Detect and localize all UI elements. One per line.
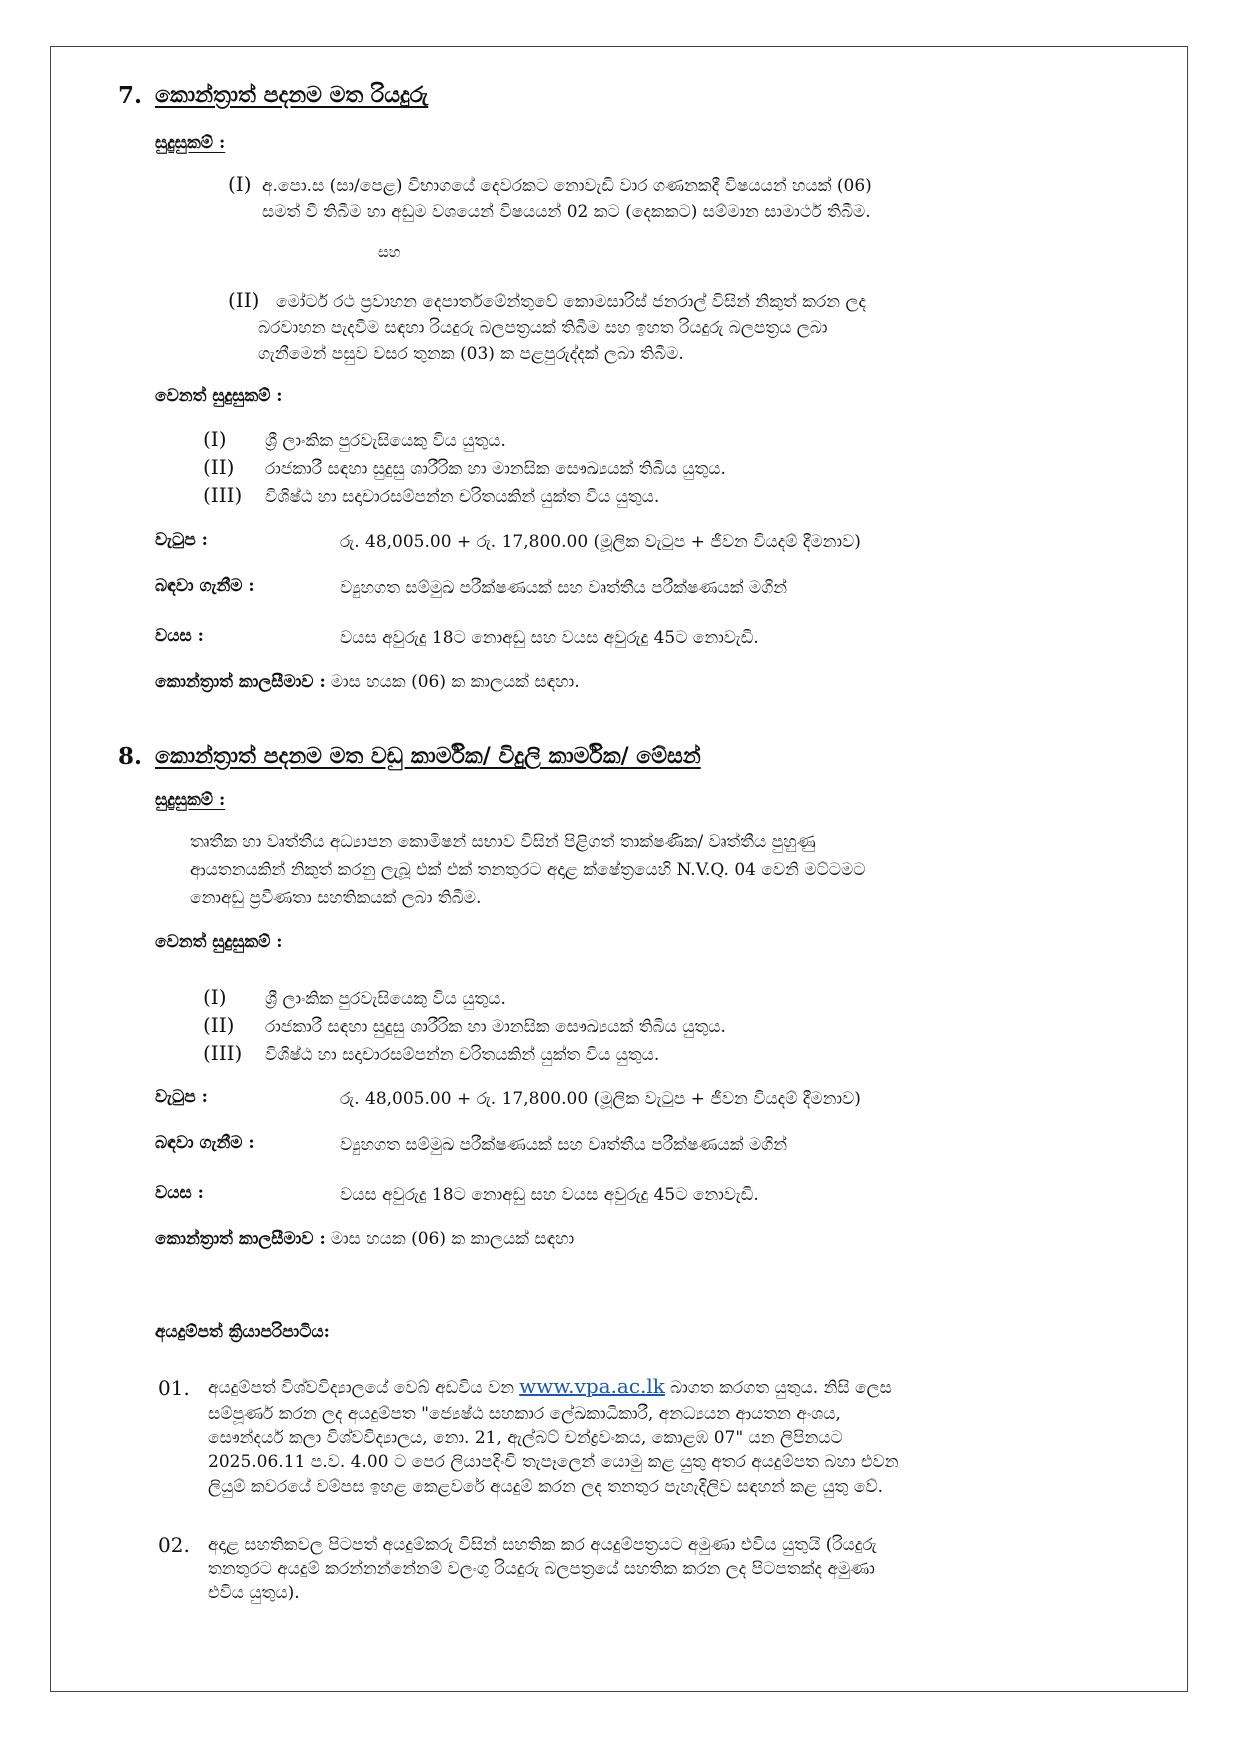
section-8-recruit-label: බඳවා ගැනීම : <box>155 1133 255 1153</box>
section-7-other-label: වෙනත් සුදුසුකම් : <box>155 386 283 406</box>
section-8-qual-line-2: ආයතනයකින් නිකුත් කරනු ලැබූ එක් එක් තනතුරට අදාළ ක්ෂේත්‍රයෙහි N.V.Q. 04 වෙනි මට්ටමට <box>190 860 866 880</box>
section-8-salary-value: රු. 48,005.00 + රු. 17,800.00 (මූලික වැටුප + ජීවන වියදම් දීමනාව) <box>340 1089 861 1109</box>
section-7-conjunction: සහ <box>378 243 401 261</box>
section-8-other-1-text: ශ්‍රී ලාංකික පුරවැසියෙකු විය යුතුය. <box>265 989 506 1009</box>
section-7-period-label: කොන්ත්‍රාත් කාලසීමාව : <box>155 672 326 692</box>
section-8-salary-label: වැටුප : <box>155 1087 208 1107</box>
section-7-qual-1-line-1: අ.පො.ස (සා/පෙළ) විභාගයේ දෙවරකට නොවැඩි වාර ගණනකදී විෂයයන් හයක් (06) <box>262 176 872 196</box>
application-item-1-after-link: බාගත කරගත යුතුය. නිසි ලෙස <box>670 1378 892 1398</box>
section-8-period-value: මාස හයක (06) ක කාලයක් සඳහා <box>330 1229 575 1249</box>
application-item-2-number: 02. <box>158 1533 190 1557</box>
section-8-recruit-value: ව්‍යුහගත සම්මුඛ පරීක්ෂණයක් සහ වෘත්තීය පරීක්ෂණයක් මගින් <box>340 1135 788 1155</box>
application-item-1-line-2: සම්පූර්ණ කරන ලද අයදුම්පත "ජ්‍යෙෂ්ඨ සහකාර ලේඛකාධිකාරී, අනධ්‍යයන ආයතන අංශය, <box>208 1404 841 1424</box>
section-8-other-2-text: රාජකාරී සඳහා සුදුසු ශාරීරික හා මානසික සෞඛ්‍යයක් තිබිය යුතුය. <box>265 1017 726 1037</box>
section-7-other-1-roman: (I) <box>203 427 227 451</box>
section-7-other-2-text: රාජකාරී සඳහා සුදුසු ශාරීරික හා මානසික සෞඛ්‍යයක් තිබිය යුතුය. <box>265 459 726 479</box>
application-item-2-line-1: අදාළ සහතිකවල පිටපත් අයදුම්කරු විසින් සහතික කර අයදුම්පත්‍රයට අමුණා එවිය යුතුයි (රියදුරු <box>208 1535 877 1555</box>
section-7-qual-2-line-2: බරවාහන පැදවීම සඳහා රියදුරු බලපත්‍රයක් තිබීම සහ ඉහත රියදුරු බලපත්‍රය ලබා <box>258 318 828 338</box>
section-7-period-value: මාස හයක (06) ක කාලයක් සඳහා. <box>330 672 580 692</box>
section-7-age-value: වයස අවුරුදු 18ට නොඅඩු සහ වයස අවුරුදු 45ට නොවැඩි. <box>340 628 759 648</box>
section-8-qual-line-3: නොඅඩු ප්‍රවීණතා සහතිකයක් ලබා තිබීම. <box>190 888 482 908</box>
section-7-other-3-text: විශිෂ්ඨ හා සදාචාරසම්පන්න චරිතයකින් යුක්ත විය යුතුය. <box>265 487 660 507</box>
section-8-title: කොන්ත්‍රාත් පදනම මත වඩු කාර්මික/ විදුලි කාර්මික/ මේසන් <box>155 743 701 769</box>
section-7-qual-2-line-3: ගැනීමෙන් පසුව වසර තුනක (03) ක පළපුරුද්දක් ලබා තිබීම. <box>258 344 684 364</box>
section-7-qual-2-roman: (II) <box>228 288 260 312</box>
section-8-period <box>155 1227 574 1251</box>
section-7-number: 7. <box>118 82 143 109</box>
section-8-other-2-roman: (II) <box>203 1013 235 1037</box>
section-7-age-label: වයස : <box>155 626 204 646</box>
application-item-1-first-line <box>208 1374 892 1400</box>
section-8-other-3-text: විශිෂ්ඨ හා සදාචාරසම්පන්න චරිතයකින් යුක්ත විය යුතුය. <box>265 1045 660 1065</box>
section-8-other-3-roman: (III) <box>203 1041 243 1065</box>
section-7-qual-1-line-2: සමත් වී තිබීම හා අඩුම වශයෙන් විෂයයන් 02 කට (දෙකකට) සම්මාන සාමාර්ථ තිබීම. <box>262 202 871 222</box>
section-8-qual-line-1: තෘතීක හා වෘත්තීය අධ්‍යාපන කොමිෂන් සභාව විසින් පිළිගත් තාක්ෂණික/ වෘත්තීය පුහුණු <box>190 832 816 852</box>
section-7-salary-label: වැටුප : <box>155 530 208 550</box>
section-8-number: 8. <box>118 743 143 770</box>
application-item-1-line-5: ලියුම් කවරයේ වම්පස ඉහළ කෙළවරේ අයදුම් කරන ලද තනතුර පැහැදිලිව සඳහන් කළ යුතු වේ. <box>208 1477 884 1497</box>
application-item-1-number: 01. <box>158 1376 190 1400</box>
section-7-period <box>155 670 580 694</box>
section-8-other-1-roman: (I) <box>203 985 227 1009</box>
application-item-2-line-2: තනතුරට අයදුම් කරන්නන්නේනම් වලංගු රියදුරු බලපත්‍රයේ සහතික කරන ලද පිටපතක්ද අමුණා <box>208 1559 875 1579</box>
website-link[interactable]: www.vpa.ac.lk <box>519 1374 665 1398</box>
section-7-recruit-label: බඳවා ගැනීම : <box>155 576 255 596</box>
application-item-1-lead: අයදුම්පත් විශ්වවිද්‍යාලයේ වෙබ් අඩවිය වන <box>208 1378 515 1398</box>
section-7-recruit-value: ව්‍යුහගත සම්මුඛ පරීක්ෂණයක් සහ වෘත්තීය පරීක්ෂණයක් මගින් <box>340 578 788 598</box>
section-7-qual-2-line-1: මෝටර් රථ ප්‍රවාහන දෙපාර්තමේන්තුවේ කොමසාරිස් ජනරාල් විසින් නිකුත් කරන ලද <box>276 292 867 312</box>
application-item-1-line-4: 2025.06.11 ප.ව. 4.00 ට පෙර ලියාපදිංචි තැපෑලෙන් යොමු කළ යුතු අතර අයදුම්පත බහා එවන <box>208 1452 899 1472</box>
section-8-period-label: කොන්ත්‍රාත් කාලසීමාව : <box>155 1229 326 1249</box>
application-heading: අයදුම්පත් ක්‍රියාපරිපාටිය: <box>155 1322 330 1342</box>
section-8-other-label: වෙනත් සුදුසුකම් : <box>155 932 283 952</box>
section-7-salary-value: රු. 48,005.00 + රු. 17,800.00 (මූලික වැටුප + ජීවන වියදම් දීමනාව) <box>340 532 861 552</box>
application-item-1-line-3: සෞන්දර්ය කලා විශ්වවිද්‍යාලය, නො. 21, ඇල්බට් චන්ද්‍රවංකය, කොළඹ 07" යන ලිපිනයට <box>208 1428 843 1448</box>
section-8-age-label: වයස : <box>155 1183 204 1203</box>
section-7-other-2-roman: (II) <box>203 455 235 479</box>
section-7-other-1-text: ශ්‍රී ලාංකික පුරවැසියෙකු විය යුතුය. <box>265 431 506 451</box>
section-7-qual-1-roman: (I) <box>228 172 252 196</box>
section-7-title: කොන්ත්‍රාත් පදනම මත රියදුරු <box>155 82 429 108</box>
application-item-2-line-3: එවිය යුතුය). <box>208 1583 300 1603</box>
section-7-other-3-roman: (III) <box>203 483 243 507</box>
section-8-age-value: වයස අවුරුදු 18ට නොඅඩු සහ වයස අවුරුදු 45ට නොවැඩි. <box>340 1185 759 1205</box>
section-8-qualifications-label: සුදුසුකම් : <box>155 790 226 810</box>
section-7-qualifications-label: සුදුසුකම් : <box>155 133 226 153</box>
